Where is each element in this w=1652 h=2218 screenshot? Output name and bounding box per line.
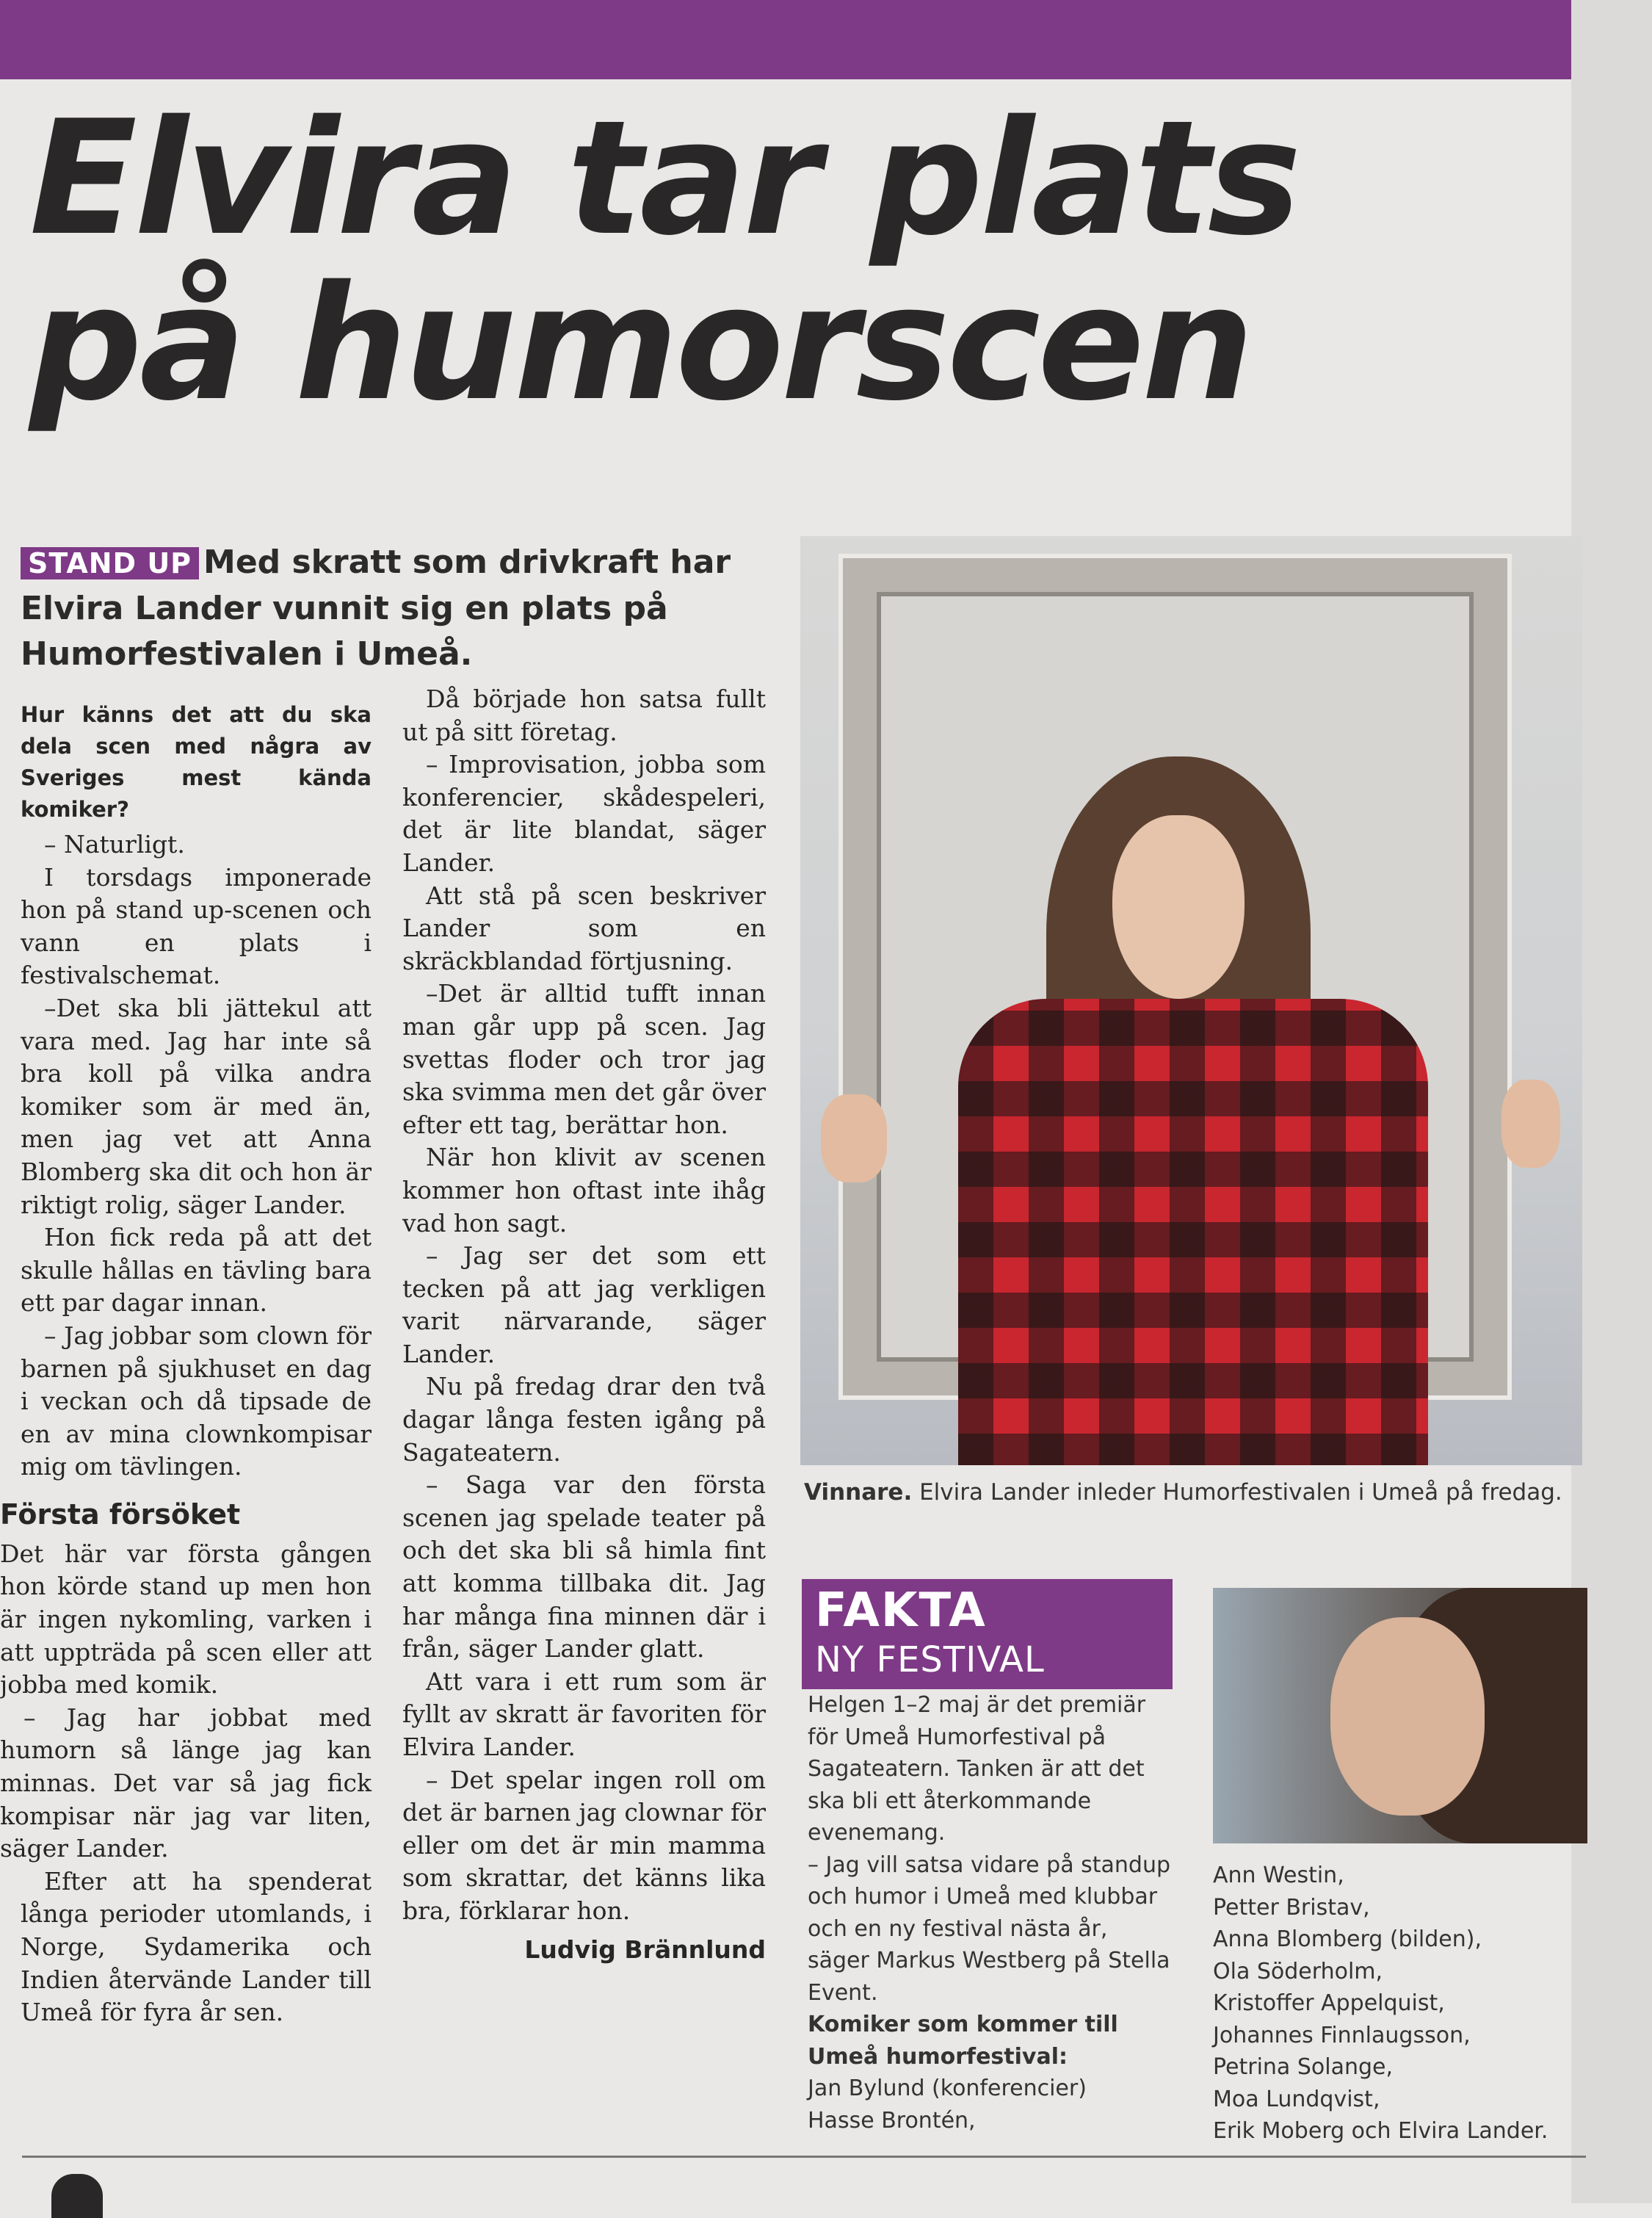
paragraph: Hon fick reda på att det skulle hållas en tävling bara ett par dagar innan.: [21, 1223, 372, 1318]
comedian-name: Petrina Solange,: [1213, 2054, 1394, 2080]
comedian-list: [1213, 1860, 1595, 2147]
next-article-glyph: [51, 2174, 103, 2218]
comedian-name: Ola Söderholm,: [1213, 1958, 1383, 1984]
paragraph: Att stå på scen beskriver Lander som en skräckblandad förtjusning.: [402, 881, 766, 975]
lead-paragraph: [21, 540, 784, 677]
comedian-name: Erik Moberg och Elvira Lander.: [1213, 2118, 1548, 2144]
kicker-badge: STAND UP: [21, 547, 199, 579]
comedian-name: Hasse Brontén,: [808, 2107, 976, 2134]
photo-plaid-shirt: [958, 999, 1428, 1465]
interview-question: Hur känns det att du ska dela scen med några av Sveriges mest kända komiker?: [21, 702, 372, 822]
paragraph: – Improvisation, jobba som konferencier, skådespeleri, det är lite blandat, säger Lander.: [402, 750, 766, 877]
fakta-subtitle: NY FESTIVAL: [815, 1639, 1045, 1680]
paragraph: I torsdags imponerade hon på stand up-scenen och vann en plats i festivalschemat.: [21, 862, 372, 990]
paragraph: Att vara i ett rum som är fyllt av skratt är favoriten för Elvira Lander.: [402, 1666, 766, 1761]
paragraph: Det här var första gången hon körde stand up men hon är ingen nykomling, varken i att uppträda på scen eller att jobba med komik.: [0, 1539, 372, 1699]
subheading: Första försöket: [0, 1498, 241, 1531]
paragraph: – Saga var den första scenen jag spelade teater på och det ska bli så himla fint att komma tillbaka dit. Jag har många fina minnen där i från, säger Lander glatt.: [402, 1470, 766, 1664]
paragraph: Nu på fredag drar den två dagar långa festen igång på Sagateatern.: [402, 1372, 766, 1467]
bottom-divider: [22, 2156, 1586, 2158]
fakta-text: [808, 1689, 1175, 2136]
fakta-title: FAKTA: [815, 1583, 987, 1638]
caption-bold: Vinnare.: [804, 1479, 913, 1506]
paragraph: – Naturligt.: [44, 830, 185, 859]
caption-text: Elvira Lander inleder Humorfestivalen i Umeå på fredag.: [912, 1479, 1562, 1506]
section-color-bar: [0, 0, 1571, 79]
lead-text: Med skratt som drivkraft har Elvira Lander vunnit sig en plats på Humorfestivalen i Umeå.: [21, 543, 731, 673]
headline-line-2: på humorscen: [29, 251, 1252, 436]
fakta-box: [802, 1579, 1173, 1689]
photo-left-hand: [821, 1094, 887, 1182]
comedian-name: Kristoffer Appelquist,: [1213, 1990, 1445, 2016]
paragraph: –Det är alltid tufft innan man går upp på scen. Jag svettas floder och tror jag ska svimma men det går över efter ett tag, berättar hon.: [402, 979, 766, 1139]
photo-face: [1112, 815, 1245, 999]
fakta-paragraph: – Jag vill satsa vidare på standup och humor i Umeå med klubbar och en ny festival nästa år, säger Markus Westberg på Stella Event.: [808, 1852, 1171, 2006]
comedian-name: Petter Bristav,: [1213, 1894, 1370, 1921]
paragraph: När hon klivit av scenen kommer hon oftast inte ihåg vad hon sagt.: [402, 1143, 766, 1238]
paragraph: Efter att ha spenderat långa perioder utomlands, i Norge, Sydamerika och Indien återvände Lander till Umeå för fyra år sen.: [21, 1866, 372, 2027]
portrait-face: [1330, 1617, 1485, 1816]
photo-right-hand: [1501, 1080, 1560, 1168]
article-column-2: [402, 683, 766, 1966]
paragraph: – Jag ser det som ett tecken på att jag verkligen varit närvarande, säger Lander.: [402, 1241, 766, 1368]
comedian-name: Johannes Finnlaugsson,: [1213, 2022, 1471, 2048]
paragraph: Då började hon satsa fullt ut på sitt företag.: [402, 684, 766, 746]
byline: Ludvig Brännlund: [524, 1935, 766, 1964]
paragraph: –Det ska bli jättekul att vara med. Jag har inte så bra koll på vilka andra komiker som är med än, men jag vet att Anna Blomberg ska dit och hon är riktigt rolig, säger Lander.: [21, 993, 372, 1219]
photo-caption: [804, 1476, 1582, 1509]
paragraph: – Jag har jobbat med humorn så länge jag kan minnas. Det var så jag fick kompisar när jag var liten, säger Lander.: [0, 1702, 372, 1863]
headline: [29, 86, 1608, 436]
paragraph: – Jag jobbar som clown för barnen på sjukhuset en dag i veckan och då tipsade de en av mina clownkompisar mig om tävlingen.: [21, 1321, 372, 1481]
paragraph: – Det spelar ingen roll om det är barnen jag clownar för eller om det är min mamma som skrattar, det känns lika bra, förklarar hon.: [402, 1765, 766, 1925]
main-photo: [800, 536, 1582, 1465]
portrait-photo: [1213, 1588, 1587, 1843]
fakta-paragraph: Helgen 1–2 maj är det premiär för Umeå Humorfestival på Sagateatern. Tanken är att det ska bli ett återkommande evenemang.: [808, 1692, 1146, 1846]
comedian-name: Anna Blomberg (bilden),: [1213, 1926, 1482, 1952]
comedian-name: Moa Lundqvist,: [1213, 2086, 1380, 2112]
comedian-name: Jan Bylund (konferencier): [808, 2076, 1087, 2101]
comedians-heading: Komiker som kommer till Umeå humorfestival:: [808, 2012, 1118, 2070]
headline-line-1: Elvira tar plats: [29, 86, 1299, 270]
comedian-name: Ann Westin,: [1213, 1863, 1344, 1888]
article-column-1: [0, 699, 372, 2029]
